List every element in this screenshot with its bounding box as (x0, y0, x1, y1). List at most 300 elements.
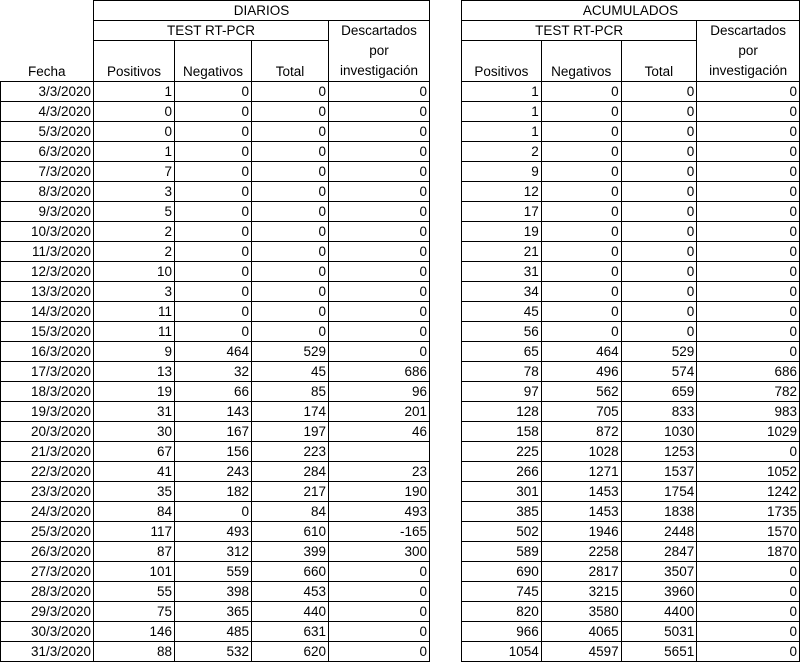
diarios-header: DIARIOS (94, 1, 430, 21)
table-row (462, 322, 800, 342)
negativos-cell: 0 (541, 102, 621, 122)
total-cell: 0 (252, 242, 329, 262)
total-cell: 4400 (621, 602, 697, 622)
negativos-cell: 532 (175, 642, 252, 662)
total-cell: 0 (252, 162, 329, 182)
table-row (1, 442, 430, 462)
descartados-cell: 0 (329, 302, 430, 322)
descartados-cell: 0 (697, 562, 800, 582)
table-row (462, 242, 800, 262)
negativos-cell: 0 (175, 82, 252, 102)
positivos-cell: 225 (462, 442, 542, 462)
negativos-cell: 0 (175, 182, 252, 202)
positivos-cell: 45 (462, 302, 542, 322)
fecha-cell: 11/3/2020 (1, 242, 94, 262)
positivos-cell: 13 (94, 362, 175, 382)
descartados-cell: 0 (697, 302, 800, 322)
descartados-cell: 0 (697, 82, 800, 102)
positivos-cell: 3 (94, 182, 175, 202)
descartados-cell: 0 (329, 202, 430, 222)
negativos-cell: 559 (175, 562, 252, 582)
positivos-cell: 266 (462, 462, 542, 482)
positivos-cell: 589 (462, 542, 542, 562)
fecha-cell: 25/3/2020 (1, 522, 94, 542)
positivos-header: Positivos (462, 41, 542, 82)
fecha-cell: 28/3/2020 (1, 582, 94, 602)
descartados-cell: 0 (329, 582, 430, 602)
table-row (462, 162, 800, 182)
descartados-line-2: por (738, 43, 758, 58)
total-cell: 659 (621, 382, 697, 402)
negativos-cell: 1271 (541, 462, 621, 482)
positivos-cell: 11 (94, 322, 175, 342)
fecha-cell: 14/3/2020 (1, 302, 94, 322)
total-cell: 0 (252, 302, 329, 322)
positivos-cell: 9 (94, 342, 175, 362)
positivos-cell: 1 (462, 102, 542, 122)
negativos-cell: 0 (541, 222, 621, 242)
table-row (462, 122, 800, 142)
table-row (1, 542, 430, 562)
table-row (462, 82, 800, 102)
negativos-cell: 464 (175, 342, 252, 362)
table-row (462, 442, 800, 462)
negativos-cell: 2817 (541, 562, 621, 582)
fecha-cell: 12/3/2020 (1, 262, 94, 282)
table-row (1, 122, 430, 142)
total-cell: 660 (252, 562, 329, 582)
negativos-cell: 0 (541, 182, 621, 202)
negativos-cell: 0 (175, 322, 252, 342)
table-row (1, 142, 430, 162)
descartados-line-2: por (369, 43, 389, 58)
total-cell: 620 (252, 642, 329, 662)
table-row (1, 622, 430, 642)
table-row (1, 582, 430, 602)
table-row (1, 462, 430, 482)
fecha-cell: 20/3/2020 (1, 422, 94, 442)
descartados-line-1: Descartados (710, 23, 786, 38)
positivos-cell: 34 (462, 282, 542, 302)
descartados-cell (329, 442, 430, 462)
descartados-cell: 0 (329, 342, 430, 362)
positivos-cell: 78 (462, 362, 542, 382)
total-cell: 3507 (621, 562, 697, 582)
total-cell: 833 (621, 402, 697, 422)
acumulados-table (461, 0, 800, 662)
table-row (462, 182, 800, 202)
positivos-cell: 87 (94, 542, 175, 562)
descartados-cell: 0 (329, 242, 430, 262)
total-cell: 574 (621, 362, 697, 382)
total-cell: 0 (621, 322, 697, 342)
descartados-line-3: investigación (339, 63, 419, 78)
acumulados-header: ACUMULADOS (462, 1, 800, 21)
table-row (1, 502, 430, 522)
fecha-cell: 29/3/2020 (1, 602, 94, 622)
total-cell: 0 (252, 282, 329, 302)
negativos-cell: 3215 (541, 582, 621, 602)
total-cell: 223 (252, 442, 329, 462)
negativos-cell: 0 (175, 222, 252, 242)
total-cell: 1537 (621, 462, 697, 482)
descartados-cell: 0 (697, 322, 800, 342)
positivos-cell: 84 (94, 502, 175, 522)
table-row (462, 622, 800, 642)
descartados-cell: 0 (697, 582, 800, 602)
descartados-cell: 0 (329, 122, 430, 142)
positivos-cell: 745 (462, 582, 542, 602)
descartados-cell: 0 (697, 122, 800, 142)
total-cell: 440 (252, 602, 329, 622)
descartados-cell: 686 (697, 362, 800, 382)
descartados-cell: 190 (329, 482, 430, 502)
negativos-cell: 0 (175, 122, 252, 142)
descartados-cell: 0 (329, 562, 430, 582)
table-row (462, 302, 800, 322)
fecha-cell: 5/3/2020 (1, 122, 94, 142)
table-row (462, 582, 800, 602)
total-cell: 217 (252, 482, 329, 502)
descartados-cell: 0 (697, 242, 800, 262)
positivos-cell: 21 (462, 242, 542, 262)
fecha-cell: 31/3/2020 (1, 642, 94, 662)
descartados-cell: 0 (329, 142, 430, 162)
negativos-cell: 66 (175, 382, 252, 402)
positivos-cell: 31 (462, 262, 542, 282)
descartados-cell: -165 (329, 522, 430, 542)
positivos-cell: 17 (462, 202, 542, 222)
negativos-cell: 167 (175, 422, 252, 442)
descartados-cell: 1735 (697, 502, 800, 522)
descartados-line-3: investigación (709, 63, 788, 78)
negativos-cell: 872 (541, 422, 621, 442)
total-cell: 0 (252, 322, 329, 342)
table-row (1, 322, 430, 342)
descartados-cell: 1242 (697, 482, 800, 502)
negativos-cell: 32 (175, 362, 252, 382)
total-cell: 0 (252, 202, 329, 222)
descartados-cell: 0 (697, 162, 800, 182)
total-cell: 1838 (621, 502, 697, 522)
negativos-cell: 312 (175, 542, 252, 562)
descartados-cell: 0 (329, 602, 430, 622)
descartados-cell: 0 (329, 162, 430, 182)
descartados-cell: 0 (697, 282, 800, 302)
table-row (1, 362, 430, 382)
positivos-cell: 67 (94, 442, 175, 462)
negativos-cell: 0 (175, 282, 252, 302)
fecha-cell: 8/3/2020 (1, 182, 94, 202)
negativos-cell: 0 (541, 262, 621, 282)
descartados-cell: 1029 (697, 422, 800, 442)
negativos-cell: 0 (175, 202, 252, 222)
negativos-cell: 4597 (541, 642, 621, 662)
positivos-cell: 7 (94, 162, 175, 182)
total-cell: 1253 (621, 442, 697, 462)
negativos-header: Negativos (541, 41, 621, 82)
negativos-cell: 0 (175, 302, 252, 322)
positivos-cell: 88 (94, 642, 175, 662)
total-cell: 2847 (621, 542, 697, 562)
negativos-cell: 4065 (541, 622, 621, 642)
positivos-cell: 117 (94, 522, 175, 542)
total-cell: 0 (252, 182, 329, 202)
positivos-cell: 2 (462, 142, 542, 162)
positivos-cell: 1 (94, 142, 175, 162)
table-row (462, 362, 800, 382)
positivos-cell: 3 (94, 282, 175, 302)
positivos-cell: 385 (462, 502, 542, 522)
negativos-cell: 0 (541, 82, 621, 102)
total-cell: 0 (621, 282, 697, 302)
total-cell: 84 (252, 502, 329, 522)
descartados-cell: 983 (697, 402, 800, 422)
total-header: Total (252, 41, 329, 82)
total-cell: 45 (252, 362, 329, 382)
fecha-cell: 9/3/2020 (1, 202, 94, 222)
positivos-cell: 30 (94, 422, 175, 442)
negativos-cell: 496 (541, 362, 621, 382)
positivos-cell: 2 (94, 222, 175, 242)
positivos-cell: 502 (462, 522, 542, 542)
table-row (462, 522, 800, 542)
total-cell: 0 (252, 222, 329, 242)
total-header: Total (621, 41, 697, 82)
fecha-cell: 19/3/2020 (1, 402, 94, 422)
negativos-cell: 0 (541, 282, 621, 302)
fecha-cell: 10/3/2020 (1, 222, 94, 242)
descartados-cell: 0 (697, 642, 800, 662)
descartados-cell: 0 (697, 142, 800, 162)
descartados-cell: 0 (697, 222, 800, 242)
total-cell: 0 (621, 82, 697, 102)
table-row (1, 422, 430, 442)
total-cell: 284 (252, 462, 329, 482)
fecha-cell: 30/3/2020 (1, 622, 94, 642)
fecha-cell: 27/3/2020 (1, 562, 94, 582)
total-cell: 2448 (621, 522, 697, 542)
table-row (462, 482, 800, 502)
positivos-cell: 301 (462, 482, 542, 502)
positivos-cell: 5 (94, 202, 175, 222)
positivos-cell: 41 (94, 462, 175, 482)
table-row (462, 402, 800, 422)
table-row (462, 562, 800, 582)
table-row (462, 222, 800, 242)
table-row (1, 642, 430, 662)
table-row (1, 102, 430, 122)
total-cell: 5651 (621, 642, 697, 662)
table-row (1, 342, 430, 362)
fecha-cell: 17/3/2020 (1, 362, 94, 382)
descartados-cell: 686 (329, 362, 430, 382)
fecha-cell: 23/3/2020 (1, 482, 94, 502)
total-cell: 610 (252, 522, 329, 542)
descartados-cell: 0 (697, 102, 800, 122)
positivos-cell: 146 (94, 622, 175, 642)
positivos-cell: 1 (462, 122, 542, 142)
table-row (462, 542, 800, 562)
descartados-cell: 0 (329, 222, 430, 242)
total-cell: 0 (252, 102, 329, 122)
positivos-cell: 2 (94, 242, 175, 262)
positivos-cell: 0 (94, 102, 175, 122)
descartados-header (329, 21, 430, 82)
descartados-cell: 1570 (697, 522, 800, 542)
negativos-cell: 365 (175, 602, 252, 622)
table-row (1, 82, 430, 102)
positivos-cell: 31 (94, 402, 175, 422)
total-cell: 0 (621, 222, 697, 242)
positivos-cell: 65 (462, 342, 542, 362)
table-row (462, 642, 800, 662)
descartados-cell: 0 (329, 262, 430, 282)
positivos-cell: 75 (94, 602, 175, 622)
positivos-cell: 9 (462, 162, 542, 182)
total-cell: 1754 (621, 482, 697, 502)
positivos-cell: 128 (462, 402, 542, 422)
total-cell: 453 (252, 582, 329, 602)
fecha-cell: 3/3/2020 (1, 82, 94, 102)
total-cell: 0 (621, 162, 697, 182)
total-cell: 3960 (621, 582, 697, 602)
negativos-cell: 0 (541, 202, 621, 222)
negativos-cell: 1028 (541, 442, 621, 462)
positivos-cell: 158 (462, 422, 542, 442)
positivos-header: Positivos (94, 41, 175, 82)
total-cell: 0 (621, 242, 697, 262)
total-cell: 0 (621, 302, 697, 322)
positivos-cell: 101 (94, 562, 175, 582)
negativos-header: Negativos (175, 41, 252, 82)
negativos-cell: 3580 (541, 602, 621, 622)
total-cell: 0 (252, 142, 329, 162)
negativos-cell: 464 (541, 342, 621, 362)
total-cell: 0 (621, 122, 697, 142)
table-row (462, 462, 800, 482)
positivos-cell: 1 (462, 82, 542, 102)
total-cell: 0 (621, 182, 697, 202)
negativos-cell: 0 (175, 262, 252, 282)
test-rt-pcr-header: TEST RT-PCR (462, 21, 697, 41)
positivos-cell: 55 (94, 582, 175, 602)
fecha-cell: 16/3/2020 (1, 342, 94, 362)
total-cell: 85 (252, 382, 329, 402)
total-cell: 0 (621, 262, 697, 282)
positivos-cell: 12 (462, 182, 542, 202)
descartados-cell: 1052 (697, 462, 800, 482)
negativos-cell: 243 (175, 462, 252, 482)
descartados-cell: 0 (697, 602, 800, 622)
descartados-cell: 782 (697, 382, 800, 402)
descartados-cell: 0 (697, 622, 800, 642)
fecha-cell: 22/3/2020 (1, 462, 94, 482)
negativos-cell: 485 (175, 622, 252, 642)
negativos-cell: 2258 (541, 542, 621, 562)
negativos-cell: 1453 (541, 482, 621, 502)
fecha-cell: 15/3/2020 (1, 322, 94, 342)
test-rt-pcr-header: TEST RT-PCR (94, 21, 329, 41)
descartados-cell: 0 (329, 282, 430, 302)
negativos-cell: 156 (175, 442, 252, 462)
descartados-cell: 0 (329, 642, 430, 662)
positivos-cell: 820 (462, 602, 542, 622)
descartados-cell: 0 (329, 182, 430, 202)
total-cell: 631 (252, 622, 329, 642)
descartados-cell: 0 (329, 82, 430, 102)
table-row (1, 222, 430, 242)
negativos-cell: 0 (175, 242, 252, 262)
negativos-cell: 705 (541, 402, 621, 422)
negativos-cell: 0 (175, 162, 252, 182)
descartados-cell: 493 (329, 502, 430, 522)
total-cell: 0 (252, 122, 329, 142)
descartados-cell: 1870 (697, 542, 800, 562)
descartados-cell: 300 (329, 542, 430, 562)
positivos-cell: 19 (94, 382, 175, 402)
positivos-cell: 35 (94, 482, 175, 502)
table-row (1, 562, 430, 582)
descartados-cell: 0 (697, 442, 800, 462)
fecha-cell: 21/3/2020 (1, 442, 94, 462)
table-row (462, 282, 800, 302)
positivos-cell: 966 (462, 622, 542, 642)
descartados-cell: 0 (329, 102, 430, 122)
negativos-cell: 0 (541, 302, 621, 322)
descartados-cell: 0 (697, 262, 800, 282)
table-row (1, 162, 430, 182)
total-cell: 174 (252, 402, 329, 422)
fecha-header: Fecha (1, 41, 94, 82)
total-cell: 197 (252, 422, 329, 442)
fecha-cell: 4/3/2020 (1, 102, 94, 122)
table-row (462, 142, 800, 162)
negativos-cell: 0 (175, 142, 252, 162)
negativos-cell: 182 (175, 482, 252, 502)
table-row (462, 262, 800, 282)
table-row (1, 482, 430, 502)
table-row (462, 382, 800, 402)
positivos-cell: 11 (94, 302, 175, 322)
descartados-cell: 46 (329, 422, 430, 442)
table-row (1, 602, 430, 622)
positivos-cell: 10 (94, 262, 175, 282)
total-cell: 0 (621, 202, 697, 222)
total-cell: 399 (252, 542, 329, 562)
fecha-cell: 26/3/2020 (1, 542, 94, 562)
table-row (1, 382, 430, 402)
negativos-cell: 1453 (541, 502, 621, 522)
positivos-cell: 97 (462, 382, 542, 402)
table-row (462, 202, 800, 222)
table-row (1, 242, 430, 262)
total-cell: 0 (252, 82, 329, 102)
fecha-cell: 7/3/2020 (1, 162, 94, 182)
table-row (1, 262, 430, 282)
descartados-cell: 0 (697, 182, 800, 202)
positivos-cell: 0 (94, 122, 175, 142)
negativos-cell: 0 (541, 162, 621, 182)
table-row (462, 102, 800, 122)
negativos-cell: 562 (541, 382, 621, 402)
negativos-cell: 143 (175, 402, 252, 422)
negativos-cell: 0 (175, 102, 252, 122)
descartados-cell: 23 (329, 462, 430, 482)
table-row (1, 402, 430, 422)
descartados-cell: 0 (329, 322, 430, 342)
descartados-header (697, 21, 800, 82)
